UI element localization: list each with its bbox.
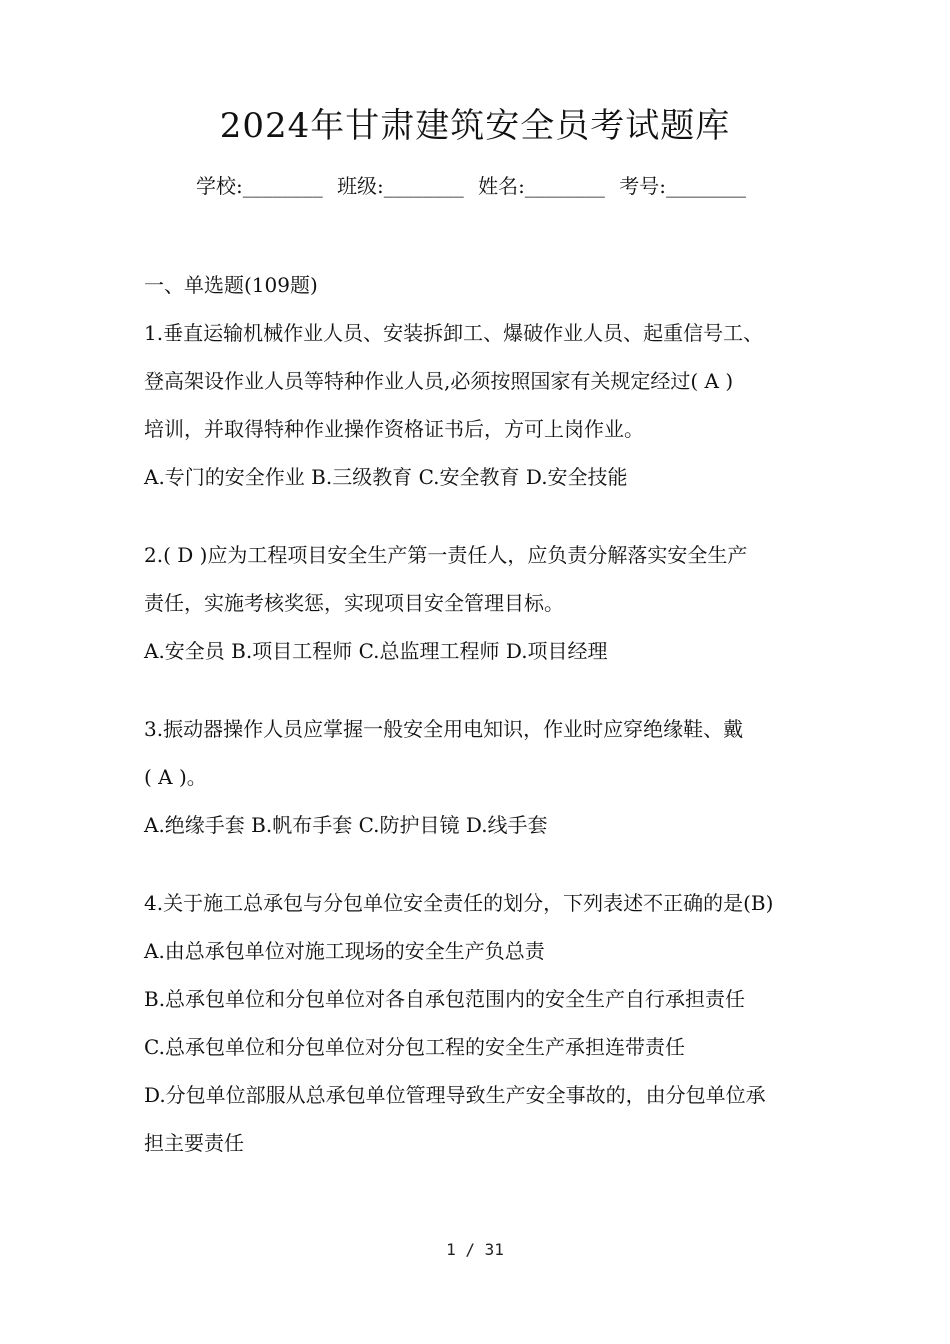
student-info-line bbox=[0, 170, 950, 202]
question-4-line-1: 4.关于施工总承包与分包单位安全责任的划分，下列表述不正确的是(B) bbox=[144, 891, 774, 915]
school-field: 学校:________ bbox=[195, 174, 323, 198]
question-3-options: A.绝缘手套 B.帆布手套 C.防护目镜 D.线手套 bbox=[144, 813, 548, 837]
question-4-option-a: A.由总承包单位对施工现场的安全生产负总责 bbox=[144, 939, 545, 963]
spacer bbox=[144, 854, 824, 884]
question-1 bbox=[144, 314, 824, 496]
question-2-line-1: 2.( D )应为工程项目安全生产第一责任人，应负责分解落实安全生产 bbox=[144, 543, 748, 567]
question-4-option-c: C.总承包单位和分包单位对分包工程的安全生产承担连带责任 bbox=[144, 1035, 685, 1059]
question-3-line-2: ( A )。 bbox=[144, 765, 207, 789]
question-1-options: A.专门的安全作业 B.三级教育 C.安全教育 D.安全技能 bbox=[144, 465, 628, 489]
question-4 bbox=[144, 884, 824, 1162]
question-3-line-1: 3.振动器操作人员应掌握一般安全用电知识，作业时应穿绝缘鞋、戴 bbox=[144, 717, 744, 741]
question-4-option-d-line-1: D.分包单位部服从总承包单位管理导致生产安全事故的，由分包单位承 bbox=[144, 1083, 766, 1107]
question-2-line-2: 责任，实施考核奖惩，实现项目安全管理目标。 bbox=[144, 591, 564, 615]
page-number: 1 / 31 bbox=[446, 1240, 504, 1259]
question-content bbox=[144, 266, 824, 1172]
class-field: 班级:________ bbox=[337, 174, 464, 198]
question-2-options: A.安全员 B.项目工程师 C.总监理工程师 D.项目经理 bbox=[144, 639, 608, 663]
question-1-line-1: 1.垂直运输机械作业人员、安装拆卸工、爆破作业人员、起重信号工、 bbox=[144, 321, 764, 345]
spacer bbox=[144, 680, 824, 710]
name-field: 姓名:________ bbox=[478, 174, 605, 198]
question-1-line-3: 培训，并取得特种作业操作资格证书后，方可上岗作业。 bbox=[144, 417, 644, 441]
question-3 bbox=[144, 710, 824, 844]
question-4-option-b: B.总承包单位和分包单位对各自承包范围内的安全生产自行承担责任 bbox=[144, 987, 746, 1011]
exam-number-field: 考号:________ bbox=[619, 174, 747, 198]
section-title: 一、单选题(109题) bbox=[144, 273, 318, 297]
question-4-option-d-line-2: 担主要责任 bbox=[144, 1131, 244, 1155]
question-2 bbox=[144, 536, 824, 670]
document-title: 2024年甘肃建筑安全员考试题库 bbox=[219, 106, 731, 146]
spacer bbox=[144, 506, 824, 536]
question-1-line-2: 登高架设作业人员等特种作业人员,必须按照国家有关规定经过( A ) bbox=[144, 369, 734, 393]
